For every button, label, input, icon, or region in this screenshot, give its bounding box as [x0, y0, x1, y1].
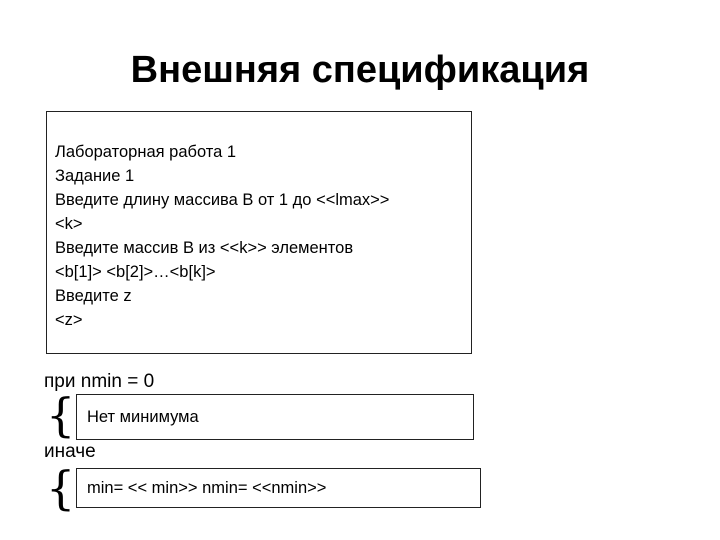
left-brace-icon: { — [46, 388, 76, 442]
result-text: min= << min>> nmin= <<nmin>> — [87, 478, 327, 497]
left-brace-icon: { — [46, 461, 76, 515]
page-title: Внешняя спецификация — [130, 49, 590, 91]
result-box-min-output — [76, 468, 481, 508]
result-box-no-minimum — [76, 394, 474, 440]
spec-line: <k> — [55, 215, 83, 233]
condition-else-label: иначе — [44, 441, 96, 462]
spec-line: Лабораторная работа 1 — [55, 143, 237, 161]
spec-line: Введите z — [55, 287, 132, 305]
spec-line: <b[1]> <b[2]>…<b[k]> — [55, 263, 216, 281]
condition-if-label: при nmin = 0 — [44, 371, 155, 392]
spec-line: <z> — [55, 311, 83, 329]
spec-lines — [55, 140, 389, 332]
spec-line: Введите длину массива В от 1 до <<lmax>> — [55, 191, 390, 209]
spec-dialog-box — [46, 111, 472, 354]
spec-line: Задание 1 — [55, 167, 135, 185]
spec-line: Введите массив В из <<k>> элементов — [55, 239, 354, 257]
result-text: Нет минимума — [87, 407, 199, 426]
